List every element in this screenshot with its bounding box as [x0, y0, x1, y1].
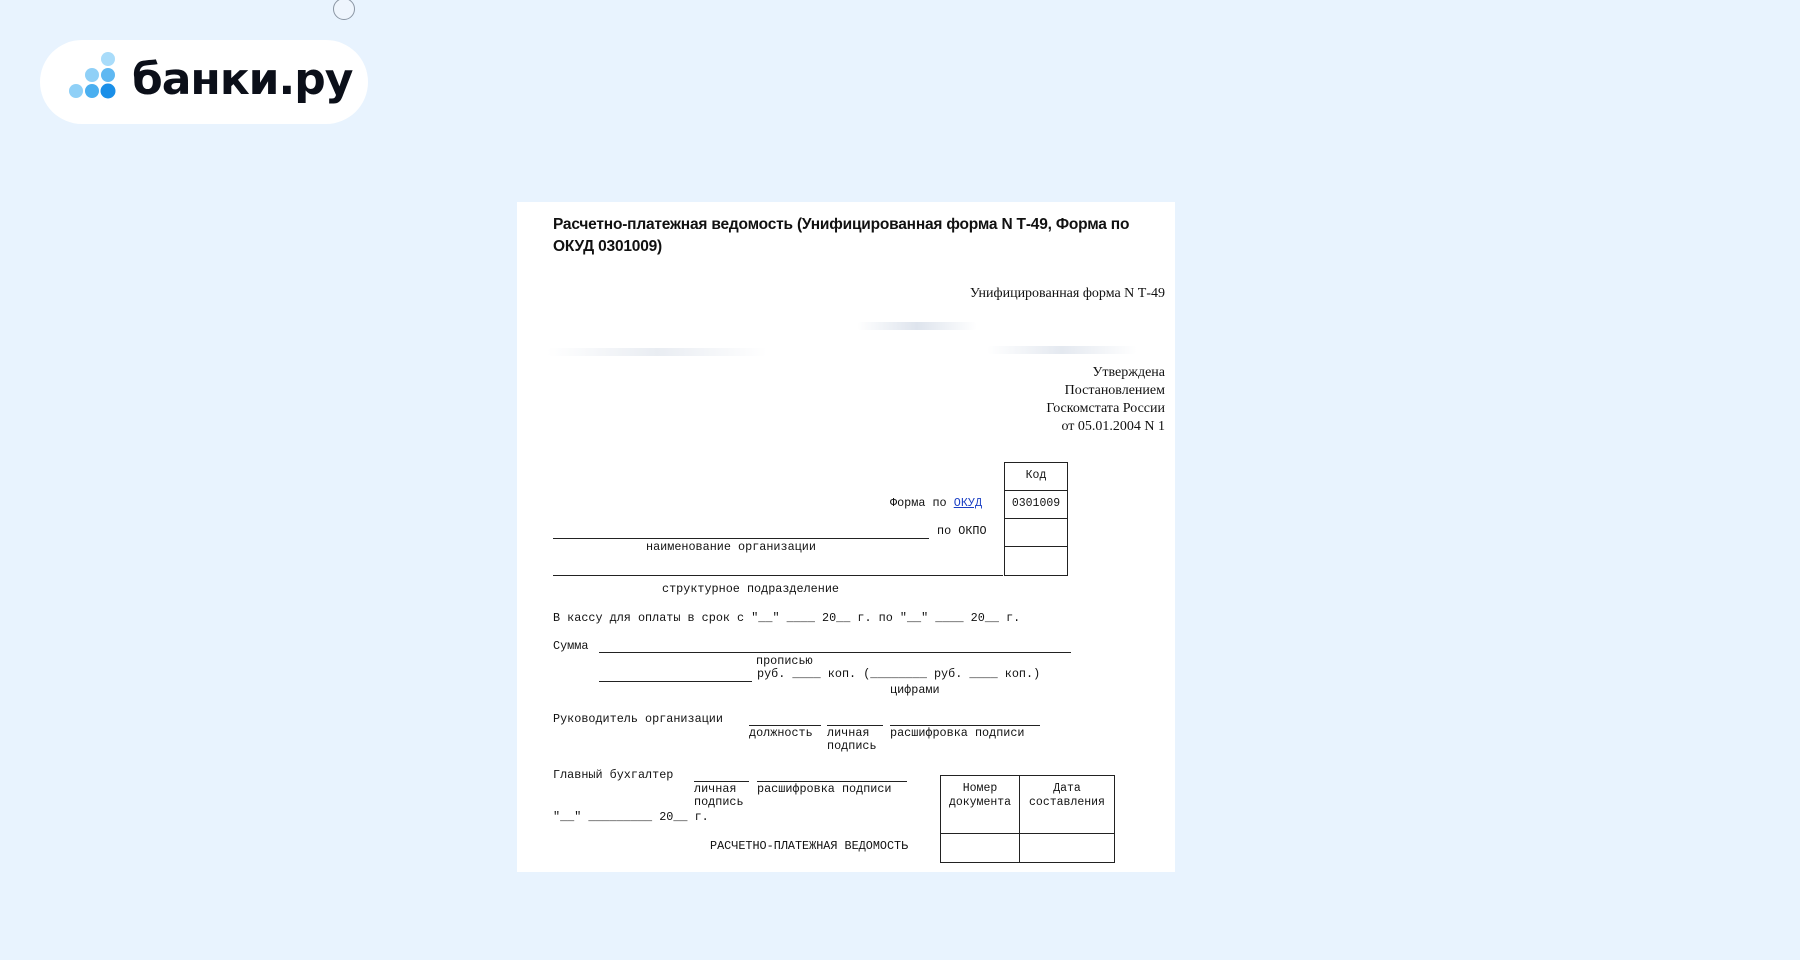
logo-dots-icon	[64, 51, 124, 111]
approval-line: Утверждена	[1092, 365, 1165, 380]
po-okpo-label: по ОКПО	[937, 524, 987, 538]
doc-number-header-line: Номер	[962, 782, 998, 795]
in-words-caption: прописью	[756, 654, 813, 668]
document-image	[517, 202, 1175, 872]
scan-artifact	[857, 322, 977, 330]
document-title: Расчетно-платежная ведомость (Унифицированная форма N Т-49, Форма по ОКУД 0301009)	[553, 216, 1130, 255]
payment-term: В кассу для оплаты в срок с "__" ____ 20__ г. по "__" ____ 20__ г.	[553, 611, 1021, 625]
subdivision-code	[1005, 547, 1067, 575]
date-line: "__" _________ 20__ г.	[553, 810, 709, 824]
scan-artifact	[547, 348, 767, 356]
doc-number-table	[940, 775, 1115, 863]
chief-signature-caption: подпись	[694, 795, 744, 809]
rub-words-line	[599, 681, 752, 682]
chief-signature-caption: личная	[694, 782, 737, 796]
date-value	[1020, 834, 1114, 862]
doc-number-header	[941, 776, 1020, 834]
code-header: Код	[1005, 463, 1067, 491]
org-name-caption: наименование организации	[646, 540, 816, 554]
date-header-line: составления	[1029, 796, 1105, 809]
approval-block	[1046, 364, 1165, 436]
doc-type-label: РАСЧЕТНО-ПЛАТЕЖНАЯ ВЕДОМОСТЬ	[710, 839, 909, 853]
form-label: Унифицированная форма N Т-49	[969, 286, 1165, 301]
date-header	[1020, 776, 1114, 834]
head-label: Руководитель организации	[553, 712, 723, 726]
subdivision-caption: структурное подразделение	[662, 582, 839, 596]
signature-caption: подпись	[827, 739, 877, 753]
doc-number-header-line: документа	[948, 796, 1012, 809]
in-digits-caption: цифрами	[890, 683, 940, 697]
doc-number-value	[941, 834, 1020, 862]
chief-accountant-label: Главный бухгалтер	[553, 768, 674, 782]
sum-words-line	[599, 652, 1071, 653]
decode-caption: расшифровка подписи	[890, 726, 1025, 740]
rub-kop-line: руб. ____ коп. (________ руб. ____ коп.)	[757, 667, 1041, 681]
chief-decode-caption: расшифровка подписи	[757, 782, 892, 796]
approval-line: Госкомстата России	[1046, 401, 1165, 416]
site-logo[interactable]	[40, 40, 368, 124]
logo-text: банки.ру	[132, 54, 353, 105]
code-box	[1004, 462, 1068, 576]
okpo-code	[1005, 519, 1067, 547]
approval-line: Постановлением	[1064, 383, 1165, 398]
scan-artifact	[987, 346, 1137, 354]
signature-caption: личная	[827, 726, 870, 740]
subdivision-line	[553, 575, 1003, 576]
okud-link[interactable]: ОКУД	[953, 496, 983, 510]
sum-label: Сумма	[553, 639, 589, 653]
forma-po-label	[890, 496, 982, 510]
date-header-line: Дата	[1053, 782, 1081, 795]
radio-button[interactable]	[333, 0, 355, 20]
okud-code: 0301009	[1005, 491, 1067, 519]
forma-po-text: Форма по	[890, 496, 947, 510]
position-caption: должность	[749, 726, 813, 740]
org-name-line	[553, 538, 929, 539]
approval-line: от 05.01.2004 N 1	[1061, 419, 1165, 434]
